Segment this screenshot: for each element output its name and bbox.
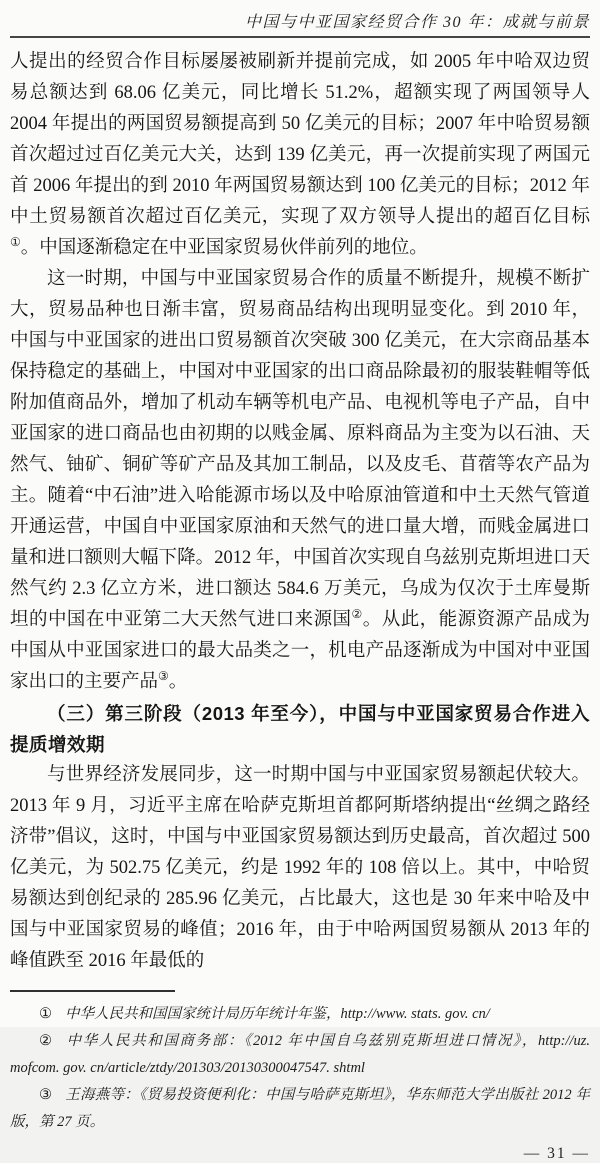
header-rule: [10, 36, 590, 38]
paragraph: [10, 47, 590, 264]
page-footer: [10, 1145, 590, 1163]
footnote-text: 中华人民共和国商务部：《2012 年中国自乌兹别克斯坦进口情况》，http://uz. mofcom. gov. cn/article/ztdy/201303/20130300047547. shtml: [10, 1033, 590, 1076]
page-number: — 31 —: [523, 1145, 590, 1162]
text-run: 与世界经济发展同步，这一时期中国与中亚国家贸易额起伏较大。2013 年 9 月，习近平主席在哈萨克斯坦首都阿斯塔纳提出“丝绸之路经济带”倡议，这时，中国与中亚国家贸易额达到历史最高，首次超过 500 亿美元，为 502.75 亿美元，约是 1992 年的 108 倍以上。其中，中哈贸易额达到创纪录的 285.96 亿美元，占比最大，这也是 30 年来中哈及中国与中亚国家贸易的峰值；2016 年，由于中哈两国贸易额从 2013 年的峰值跌至 2016 年最低的: [10, 765, 590, 971]
footnote-ref: ③: [158, 668, 169, 683]
footnote: [10, 1001, 590, 1028]
text-run: （三）第三阶段（2013 年至今），中国与中亚国家贸易合作进入提质增效期: [10, 703, 590, 755]
footnote-marker: ②: [39, 1033, 54, 1049]
footnotes: [10, 1001, 590, 1136]
footnote-divider: [10, 990, 175, 992]
text-run: 。中国逐渐稳定在中亚国家贸易伙伴前列的地位。: [20, 238, 428, 258]
paragraph: [10, 264, 590, 698]
footnote-ref: ②: [351, 606, 363, 621]
footnote-text: 中华人民共和国国家统计局历年统计年鉴，http://www. stats. gov. cn/: [65, 1006, 490, 1022]
body-text: [10, 47, 590, 977]
paragraph: [10, 760, 590, 977]
footnote-marker: ③: [39, 1087, 53, 1103]
section-heading: [10, 698, 590, 760]
running-header: [10, 12, 590, 34]
text-run: 这一时期，中国与中亚国家贸易合作的质量不断提升，规模不断扩大，贸易品种也日渐丰富，贸易商品结构出现明显变化。到 2010 年，中国与中亚国家的进出口贸易额首次突破 300 亿美元，在大宗商品基本保持稳定的基础上，中国对中亚国家的出口商品除最初的服装鞋帽等低附加值商品外，增加了机动车辆等机电产品、电视机等电子产品，自中亚国家的进口商品也由初期的以贱金属、原料商品为主变为以石油、天然气、铀矿、铜矿等矿产品及其加工制品，以及皮毛、苜蓿等农产品为主。随着“中石油”进入哈能源市场以及中哈原油管道和中土天然气管道开通运营，中国自中亚国家原油和天然气的进口量大增，而贱金属进口量和进口额则大幅下降。2012 年，中国首次实现自乌兹别克斯坦进口天然气约 2.3 亿立方米，进口额达 584.6 万美元，乌成为仅次于土库曼斯坦的中国在中亚第二大天然气进口来源国: [10, 269, 590, 630]
text-run: 人提出的经贸合作目标屡屡被刷新并提前完成，如 2005 年中哈双边贸易总额达到 68.06 亿美元，同比增长 51.2%，超额实现了两国领导人 2004 年提出的两国贸易额提高到 50 亿美元的目标；2007 年中哈贸易额首次超过过百亿美元大关，达到 139 亿美元，再一次提前实现了两国元首 2006 年提出的到 2010 年两国贸易额达到 100 亿美元的目标；2012 年中土贸易额首次超过百亿美元，实现了双方领导人提出的超百亿目标: [10, 52, 590, 227]
running-header-title: 中国与中亚国家经贸合作 30 年：成就与前景: [244, 14, 590, 31]
footnote-ref: ①: [10, 234, 21, 249]
footnote-marker: ①: [39, 1006, 52, 1022]
footnote-text: 王海燕等：《贸易投资便利化：中国与哈萨克斯坦》，华东师范大学出版社 2012 年版，第 27 页。: [10, 1087, 591, 1130]
text-run: 。: [168, 672, 188, 692]
footnote: [10, 1082, 590, 1136]
text-run: 。从此，能源资源产品成为中国从中亚国家进口的最大品类之一，机电产品逐渐成为中国对中亚国家出口的主要产品: [10, 610, 590, 692]
footnote: [10, 1028, 590, 1082]
